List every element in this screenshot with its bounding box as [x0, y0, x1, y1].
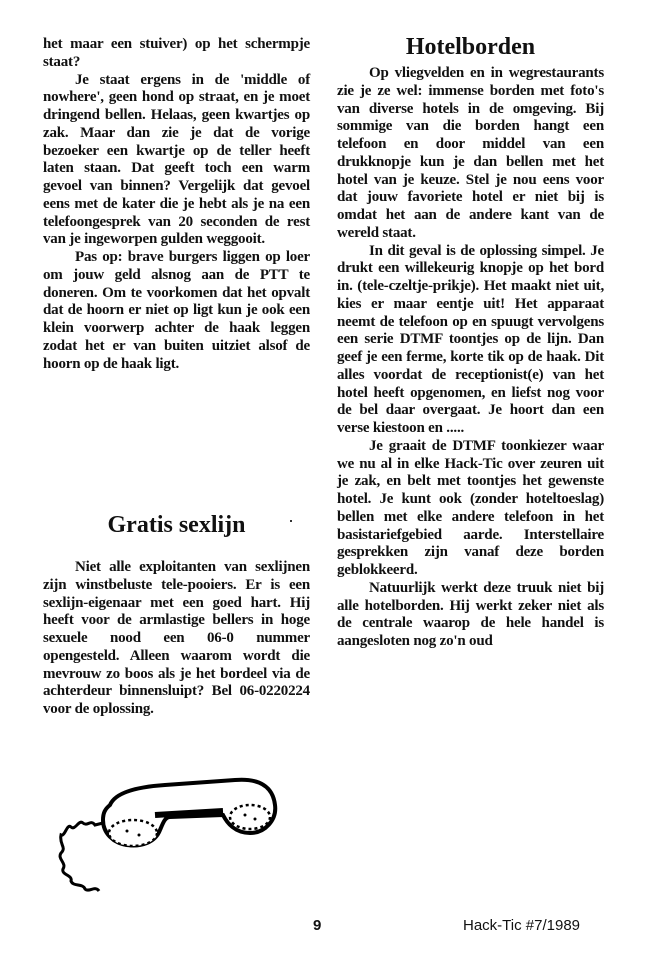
section-heading-hotelborden: Hotelborden — [405, 34, 536, 60]
publication-footer: Hack-Tic #7/1989 — [463, 917, 580, 934]
speck — [290, 520, 292, 522]
paragraph: Natuurlijk werkt deze truuk niet bij alle hotelborden. Hij werkt zeker niet als de centrale waarop de hele handel is aangesloten nog zo'n oud — [337, 579, 604, 649]
paragraph: In dit geval is de oplossing simpel. Je drukt een willekeurig knopje op het bord in. (tele-czeltje-prikje). Het maakt niet uit, kies er maar eentje uit! Het apparaat neemt de telefoon op en spuugt vervolgens een serie DTMF toontjes op de lijn. Dan geef je een ferme, korte tik op de haak. Dit alles voordat de receptionist(e) van het hotel heeft opgenomen, en liefst nog voor de bel daar overgaat. Je hoort dan een verse kiestoon en ..... — [337, 242, 604, 436]
page-number: 9 — [313, 917, 322, 934]
paragraph: Op vliegvelden en in wegrestaurants zie je ze wel: immense borden met foto's van diverse hotels in de omgeving. Bij sommige van die borden hangt een telefoon en door middel van een drukknopje kun je dan bellen met het hotel van je keuze. Stel je nou eens voor dat jouw favoriete hotel er niet bij is omdat het aan de andere kant van de wereld staat. — [337, 65, 604, 241]
paragraph: Je graait de DTMF toonkiezer waar we nu al in elke Hack-Tic over zeuren uit je zak, en belt met toontjes het gewenste hotel. Je kunt ook (zonder hoteltoeslag) bellen met elke andere telefoon in het basistariefgebied aarde. Interstellaire gesprekken zijn vanaf deze borden geblokkeerd. — [337, 437, 604, 578]
paragraph: het maar een stuiver) op het schermpje staat? — [43, 36, 310, 70]
telephone-handset-icon — [55, 775, 280, 895]
paragraph: Pas op: brave burgers liggen op loer om jouw geld alsnog aan de PTT te doneren. Om te voorkomen dat het opvalt dat de hoorn er niet op ligt kun je ook een klein voorwerp achter de haak leggen zodat het er van buiten uitziet alsof de hoorn op de haak ligt. — [43, 249, 310, 372]
left-column — [43, 36, 310, 373]
gratis-sexlijn-body — [43, 559, 310, 719]
paragraph: Je staat ergens in de 'middle of nowhere', geen hond op straat, en je moet dringend bellen. Helaas, geen kwartjes op zak. Maar dan zie je dat de vorige bezoeker een kwartje op de teller heeft laten staan. Dat geeft toch een warm gevoel van binnen? Vergelijk dat gevoel eens met de kater die je hebt als je na een telefoongesprek van 20 seconden de rest van je ingeworpen gulden weggooit. — [43, 71, 310, 248]
section-heading-gratis-sexlijn: Gratis sexlijn — [107, 512, 246, 538]
right-column — [337, 65, 604, 651]
paragraph: Niet alle exploitanten van sexlijnen zijn winstbeluste tele-pooiers. Er is een sexlijn-eigenaar met een goed hart. Hij heeft voor de armlastige bellers in hoge sexuele nood een 06-0 nummer opengesteld. Alleen waarom wordt die mevrouw zo boos als je het bordeel via de achterdeur binnensluipt? Bel 06-0220224 voor de oplossing. — [43, 559, 310, 717]
